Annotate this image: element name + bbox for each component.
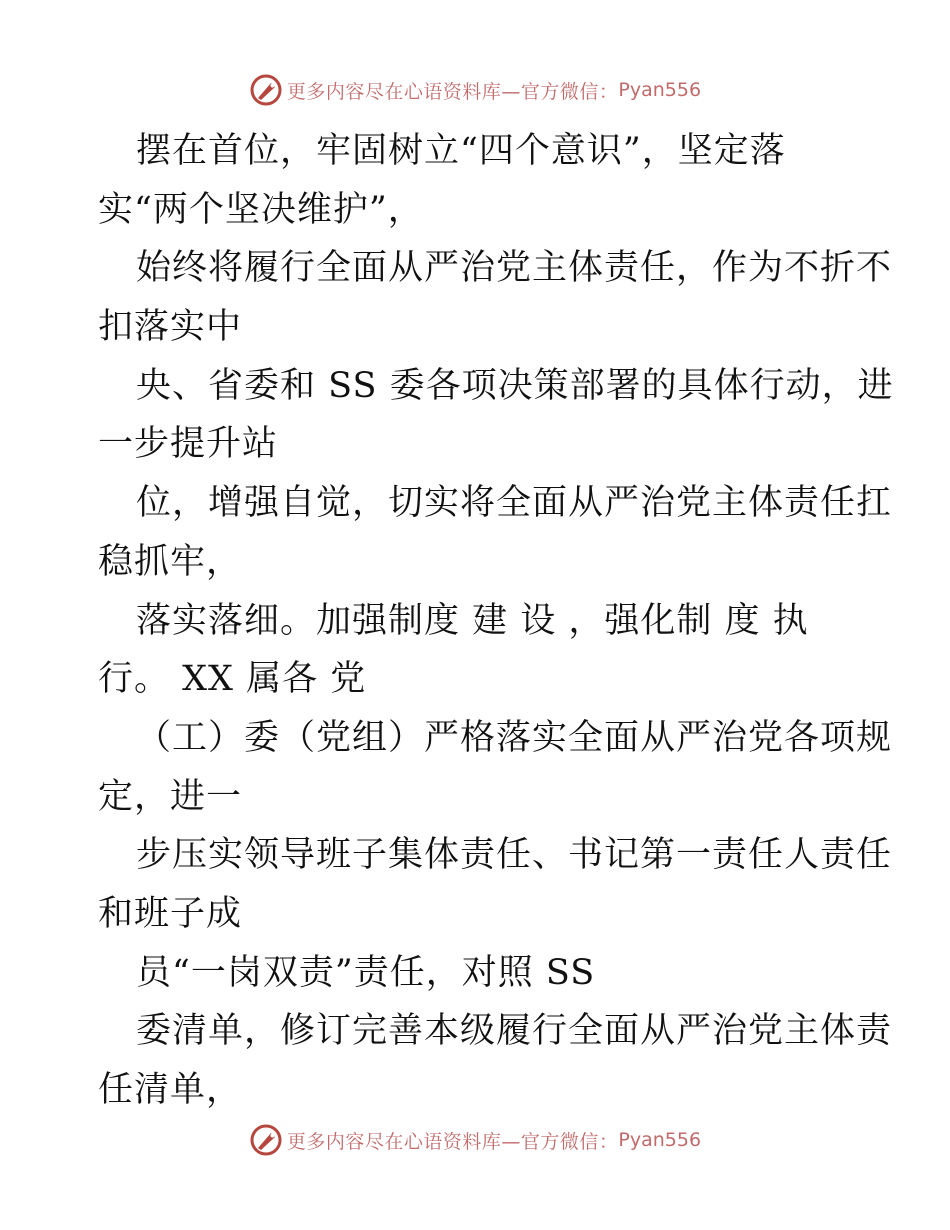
text-line: 定，进一 xyxy=(98,776,243,817)
watermark-text: 更多内容尽在心语资料库—官方微信： xyxy=(286,1130,619,1153)
text-line: 央、省委和 SS 委各项决策部署的具体行动，进 xyxy=(136,365,894,406)
text-line: 委清单，修订完善本级履行全面从严治党主体责 xyxy=(136,1011,893,1052)
text-line: 扣落实中 xyxy=(98,307,243,348)
text-line: 始终将履行全面从严治党主体责任，作为不折不 xyxy=(136,248,893,289)
text-line: 步压实领导班子集体责任、书记第一责任人责任 xyxy=(136,835,893,876)
text-line: 任清单， xyxy=(98,1070,243,1110)
text-line: 实“两个坚决维护”， xyxy=(98,189,424,230)
text-line: 行。 XX 属各 党 xyxy=(98,659,367,700)
document-body xyxy=(98,122,894,1120)
pen-nib-circle-icon xyxy=(249,73,283,107)
watermark-text: 更多内容尽在心语资料库—官方微信： xyxy=(286,80,619,103)
text-line: 和班子成 xyxy=(98,893,243,934)
watermark-wechat-id: Pyan556 xyxy=(618,1129,702,1151)
watermark-wechat-id: Pyan556 xyxy=(618,79,702,101)
watermark-header xyxy=(0,68,950,112)
watermark-footer xyxy=(0,1118,950,1162)
pen-nib-circle-icon xyxy=(249,1123,283,1157)
text-line: 落实落细。加强制度 建 设 ，强化制 度 执 xyxy=(136,600,809,641)
text-line: 摆在首位，牢固树立“四个意识”，坚定落 xyxy=(136,131,786,171)
text-line: 稳抓牢， xyxy=(98,541,243,582)
text-line: 位，增强自觉，切实将全面从严治党主体责任扛 xyxy=(136,483,893,524)
text-line: 员“一岗双责”责任，对照 SS xyxy=(136,952,596,993)
text-line: 一步提升站 xyxy=(98,424,279,465)
text-line: （工）委（党组）严格落实全面从严治党各项规 xyxy=(136,717,893,758)
